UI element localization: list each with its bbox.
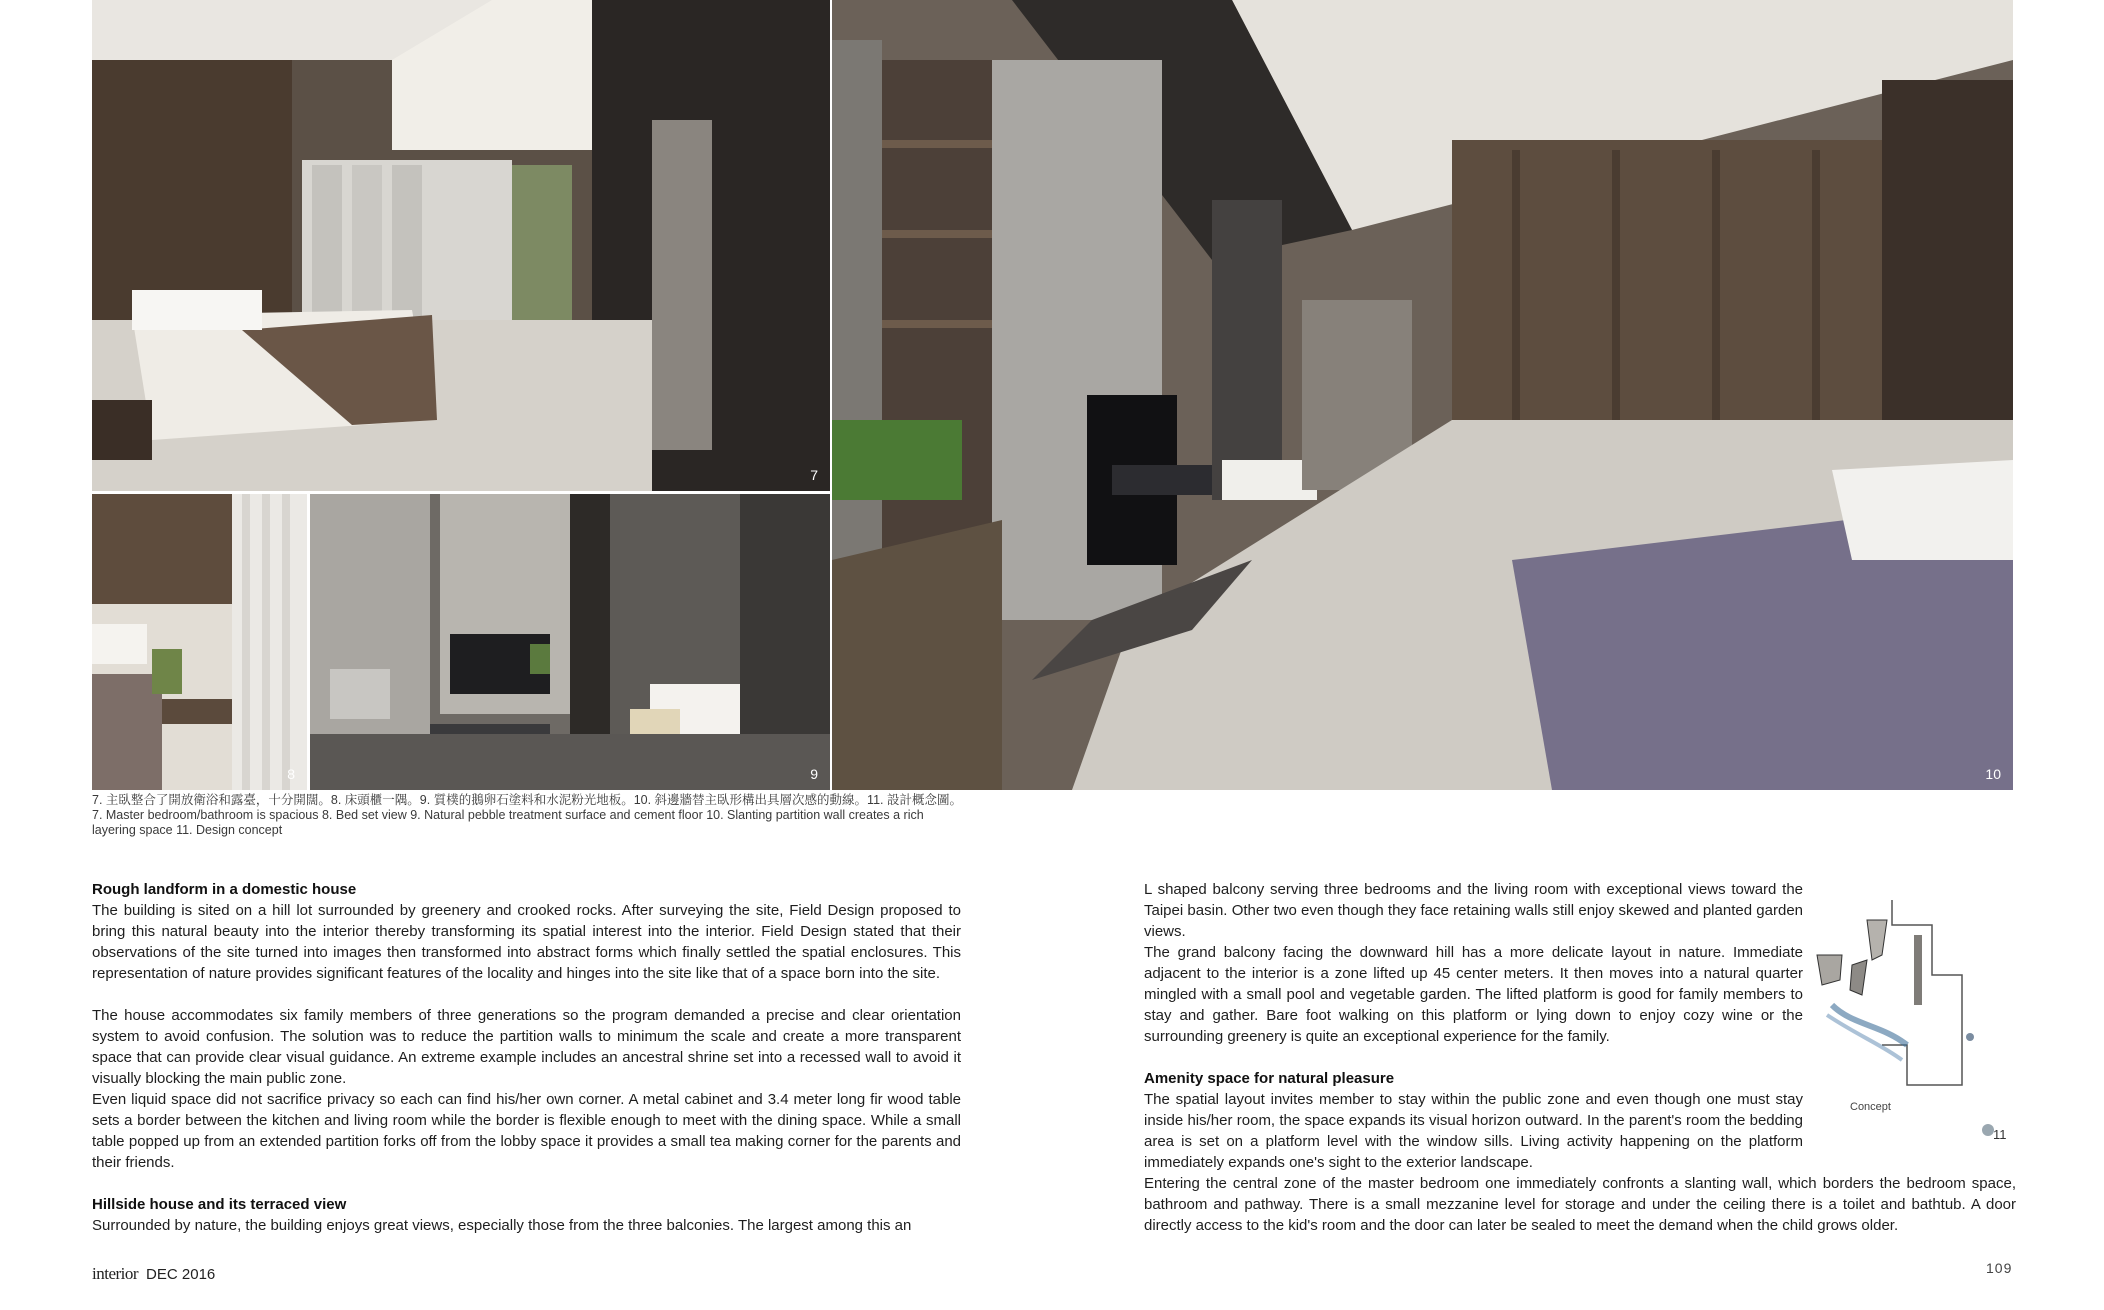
paragraph: Entering the central zone of the master bedroom one immediately confronts a slanting wall, which borders the bedroom space, bathroom and pathway. There is a small mezzanine level for storage and under the ceiling there is a toilet and bathtub. A door directly access to the kid's room and the door can later be sealed to meet the demand when the child grows older.: [1144, 1175, 2016, 1234]
left-article-column: [92, 879, 961, 1236]
photo-8-bed-set-view: [92, 494, 307, 790]
paragraph: The house accommodates six family members of three generations so the program demanded a precise and clear orientation system to avoid confusion. The solution was to reduce the partition walls to minimum the scale and create a more transparent space that can provide clear visual guidance. An extreme example includes an ancestral shrine set into a recessed wall to avoid it visually blocking the main public zone.: [92, 1007, 961, 1087]
photo-8-number: 8: [287, 766, 295, 782]
heading-amenity-space: Amenity space for natural pleasure: [1144, 1070, 1395, 1087]
paragraph: The spatial layout invites member to stay within the public zone and even though one must stay inside his/her room, the space expands its visual horizon outward. In the parent's room the bedding area is set on a platform level with the window sills. Living activity happening on the platform immediately expands one's sight to the exterior landscape.: [1144, 1091, 1803, 1171]
paragraph: Even liquid space did not sacrifice privacy so each can find his/her own corner. A metal cabinet and 3.4 meter long fir wood table sets a border between the kitchen and living room while the border is flexible enough to meet with the dining space. While a small table popped up from an extended partition forks off from the lobby space it provides a small tea making corner for the parents and their friends.: [92, 1091, 961, 1171]
caption-english: 7. Master bedroom/bathroom is spacious 8. Bed set view 9. Natural pebble treatment surface and cement floor 10. Slanting partition wall creates a rich layering space 11. Design concept: [92, 808, 924, 837]
caption-chinese: 7. 主臥整合了開放衛浴和露臺，十分開闊。8. 床頭櫃一隅。9. 質樸的鵝卵石塗料和水泥粉光地板。10. 斜邊牆替主臥形構出具層次感的動線。11. 設計概念圖。: [92, 793, 962, 807]
concept-label: Concept: [1850, 1101, 1891, 1113]
concept-sketch: [1812, 895, 2018, 1150]
photo-9-number: 9: [810, 766, 818, 782]
page-number: 109: [1986, 1260, 2013, 1276]
paragraph: The grand balcony facing the downward hill has a more delicate layout in nature. Immediate adjacent to the interior is a zone lifted up 45 center meters. It then moves into a natural quarter mingled with a small pool and vegetable garden. The lifted platform is good for family members to stay and gather. Bare foot walking on this platform or lying down to enjoy cozy wine or the surrounding greenery is quite an exceptional experience for the family.: [1144, 944, 1803, 1045]
heading-rough-landform: Rough landform in a domestic house: [92, 881, 357, 898]
paragraph: The building is sited on a hill lot surrounded by greenery and crooked rocks. After surveying the site, Field Design proposed to bring this natural beauty into the interior thereby transforming its spatial interest into the interior. Field Design stated that their observations of the site turned into images then transformed into abstract forms which finally settled the spatial enclosures. This representation of nature provides significant features of the locality and hinges into the site like that of a space born into the site.: [92, 902, 961, 982]
photo-7-number: 7: [810, 467, 818, 483]
right-article-column-top: [1144, 879, 1803, 1173]
photo-9-pebble-surface: [310, 494, 830, 790]
heading-hillside-house: Hillside house and its terraced view: [92, 1196, 347, 1213]
paragraph: L shaped balcony serving three bedrooms and the living room with exceptional views toward the Taipei basin. Other two even though they face retaining walls still enjoy skewed and planted garden views.: [1144, 881, 1803, 940]
photo-10-slanting-wall: [832, 0, 2013, 790]
right-article-column-bottom: [1144, 1173, 2016, 1236]
photo-7-master-bedroom: [92, 0, 830, 491]
concept-number: 11: [1993, 1127, 2007, 1142]
photo-10-number: 10: [1985, 766, 2001, 782]
paragraph: Surrounded by nature, the building enjoys great views, especially those from the three balconies. The largest among this an: [92, 1217, 912, 1234]
issue-date: DEC 2016: [146, 1266, 216, 1283]
magazine-logo: interior: [92, 1264, 139, 1283]
footer-issue: [92, 1264, 215, 1284]
photo-caption: [92, 793, 962, 838]
